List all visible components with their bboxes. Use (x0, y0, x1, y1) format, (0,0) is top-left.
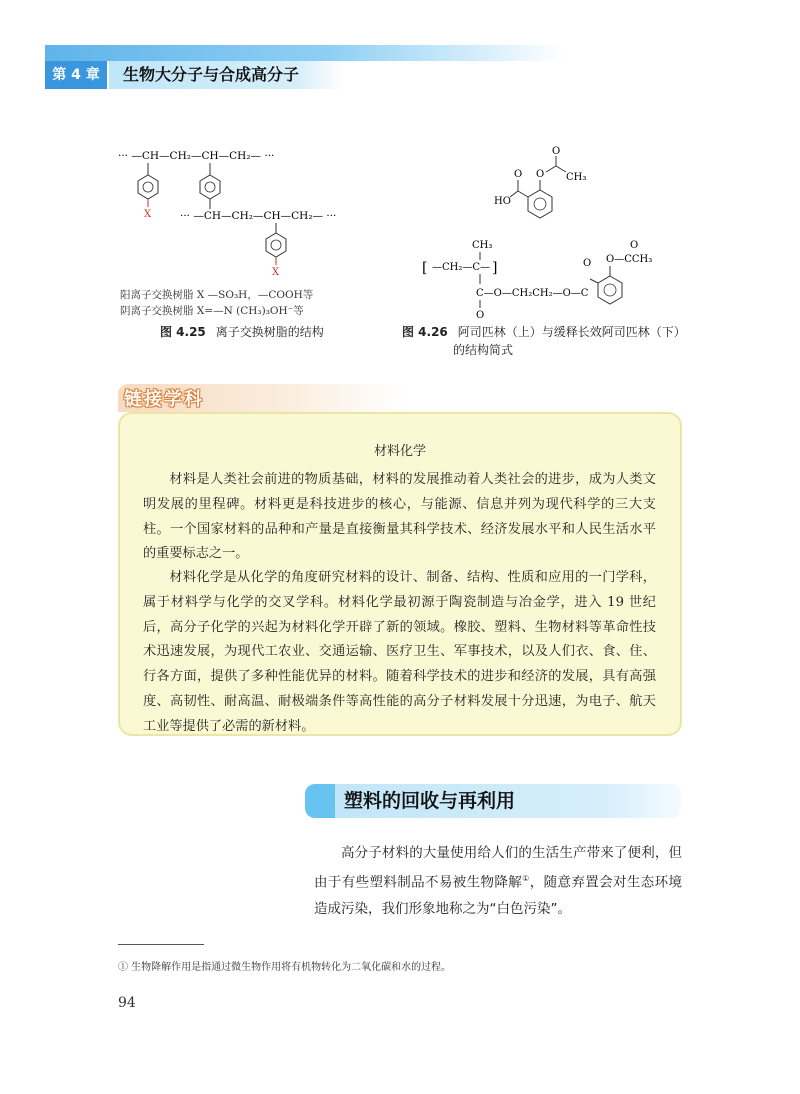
link-box-label: 链接学科 (124, 389, 204, 410)
poly-carbonyl-o: O (476, 310, 485, 321)
benzene-ring (200, 175, 220, 199)
link-box-paragraph-1: 材料是人类社会前进的物质基础，材料的发展推动着人类社会的进步，成为人类文明发展的里程碑。材料更是科技进步的核心，与能源、信息并列为现代科学的三大支柱。一个国家材料的品种和产量是直接衡量其科学技术、经济发展水平和人民生活水平的重要标志之一。 (143, 472, 656, 562)
caption-text: 离子交换树脂的结构 (215, 325, 324, 339)
section-title: 塑料的回收与再利用 (344, 790, 516, 812)
body-text-before: 高分子材料的大量使用给人们的生活生产带来了便利，但由于有些塑料制品不易被生物降解 (314, 845, 682, 891)
body-text-after: ，随意弃置会对生态环境造成污染，我们形象地称之为“白色污染”。 (314, 874, 683, 917)
poly-ch3: CH₃ (472, 240, 493, 251)
polymer-chain-top: ··· —CH—CH₂—CH—CH₂— ··· (118, 150, 275, 162)
poly-acetoxy-o: O (630, 240, 639, 251)
link-box-title: 材料化学 (373, 444, 426, 459)
figure-4-25-diagram (118, 145, 358, 285)
poly-aryl-carbonyl-o: O (583, 258, 592, 269)
substituent-x: X (144, 209, 152, 220)
link-box-paragraph-2: 材料化学是从化学的角度研究材料的设计、制备、结构、性质和应用的一门学科，属于材料学与化学的交叉学科。材料化学最初源于陶瓷制造与冶金学，进入 19 世纪后，高分子化学的兴起为材料化学开辟了新的领域。橡胶、塑料、生物材料等革命性技术迅速发展，为现代工农业、交通运输、医疗卫生、军事技术，以及人们衣、食、住、行各方面，提供了多种性能优异的材料。随着科学技术的进步和经济的发展，具有高强度、高韧性、耐高温、耐极端条件等高性能的高分子材料发展十分迅速，为电子、航天工业等提供了必需的新材料。 (143, 570, 656, 734)
benzene-ring (138, 175, 158, 199)
legend-cation-resin: 阳离子交换树脂 X —SO₃H，—COOH等 (120, 289, 314, 301)
section-header-accent (305, 784, 335, 818)
footnote: ① 生物降解作用是指通过微生物作用将有机物转化为二氧化碳和水的过程。 (118, 962, 452, 973)
poly-chain-start: —CH₂—C— (432, 262, 491, 273)
caption-number: 图 4.25 (160, 325, 206, 339)
figure-4-26-diagram (420, 146, 690, 321)
poly-right-bracket: ] (492, 260, 498, 276)
polymer-chain-bottom: ··· —CH—CH₂—CH—CH₂— ··· (180, 210, 337, 222)
aspirin-carbonyl-o: O (514, 169, 523, 180)
chapter-label: 第 4 章 (45, 61, 107, 89)
aspirin-ester-o: O (536, 169, 545, 180)
poly-left-bracket: [ (422, 260, 428, 276)
footnote-marker[interactable]: ① (522, 874, 530, 883)
chapter-title: 生物大分子与合成高分子 (109, 61, 344, 89)
figure-4-25-caption (160, 323, 324, 340)
benzene-ring (266, 233, 286, 257)
aspirin-ch3: CH₃ (566, 172, 587, 183)
poly-acetoxy: O—CCH₃ (606, 254, 653, 265)
page-number: 94 (118, 995, 136, 1011)
figure-4-26-caption-line-2: 的结构简式 (453, 343, 514, 357)
caption-number: 图 4.26 (402, 325, 448, 339)
section-body-paragraph (314, 840, 682, 922)
footnote-rule (118, 944, 204, 945)
substituent-x: X (272, 267, 280, 278)
aspirin-ring (528, 190, 552, 218)
header-band (45, 45, 565, 61)
figure-4-26-caption (402, 323, 686, 340)
poly-aryl-ring (598, 276, 622, 304)
aspirin-ho: HO (494, 196, 511, 207)
poly-ester-chain: C—O—CH₂CH₂—O—C (476, 288, 589, 299)
legend-anion-resin: 阴离子交换树脂 X=—N (CH₃)₃OH⁻等 (120, 305, 304, 317)
caption-line-1: 阿司匹林（上）与缓释长效阿司匹林（下） (457, 325, 686, 339)
aspirin-acetyl-o: O (552, 146, 561, 157)
